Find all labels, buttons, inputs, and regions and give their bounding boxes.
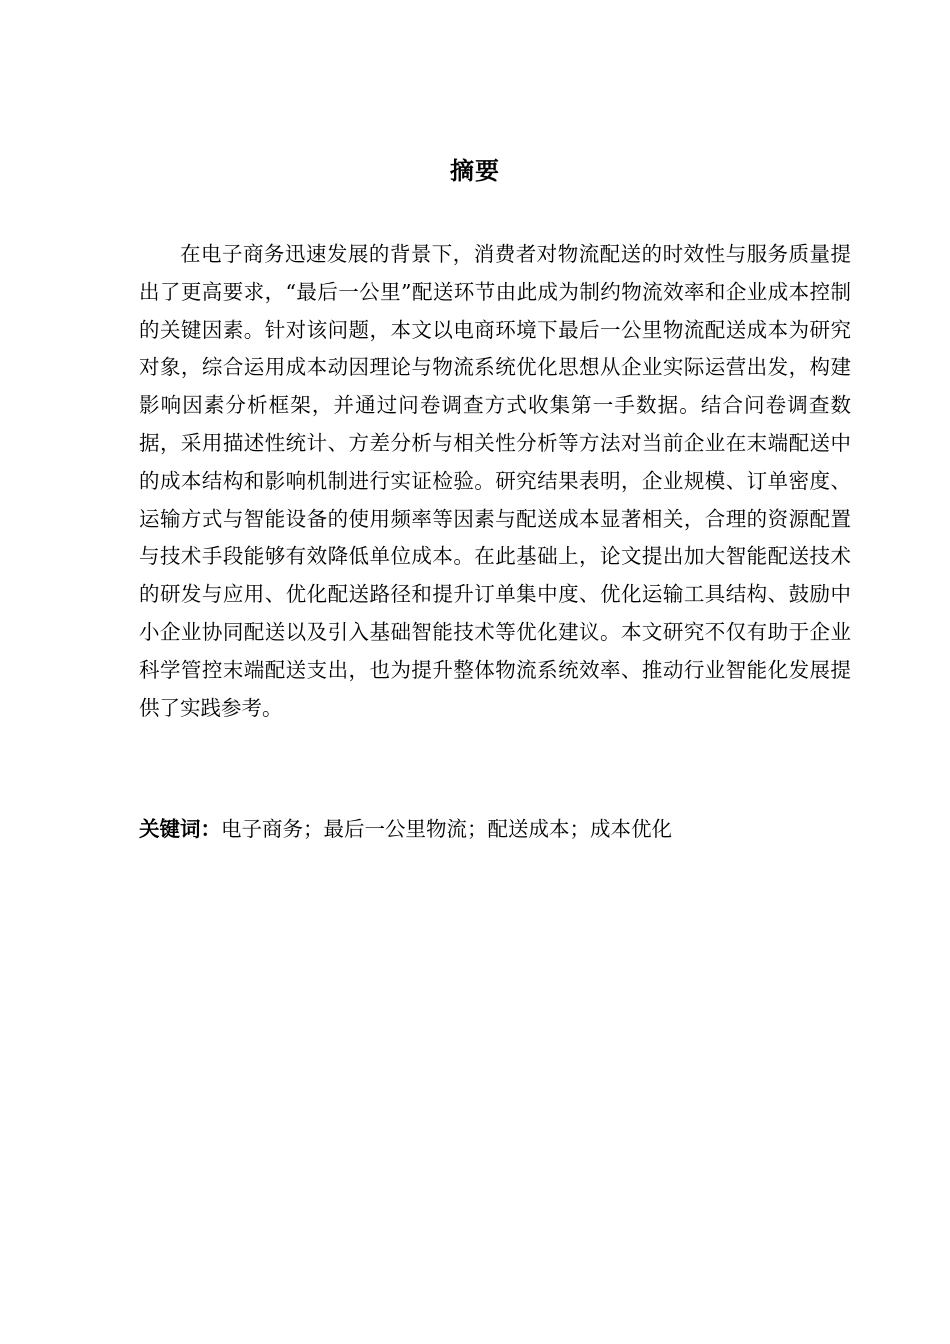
keywords-value: 电子商务；最后一公里物流；配送成本；成本优化	[221, 817, 672, 841]
keywords-line	[139, 811, 851, 847]
abstract-paragraph: 在电子商务迅速发展的背景下，消费者对物流配送的时效性与服务质量提出了更高要求，“最后一公里”配送环节由此成为制约物流效率和企业成本控制的关键因素。针对该问题，本文以电商环境下最后一公里物流配送成本为研究对象，综合运用成本动因理论与物流系统优化思想从企业实际运营出发，构建影响因素分析框架，并通过问卷调查方式收集第一手数据。结合问卷调查数据，采用描述性统计、方差分析与相关性分析等方法对当前企业在末端配送中的成本结构和影响机制进行实证检验。研究结果表明，企业规模、订单密度、运输方式与智能设备的使用频率等因素与配送成本显著相关，合理的资源配置与技术手段能够有效降低单位成本。在此基础上，论文提出加大智能配送技术的研发与应用、优化配送路径和提升订单集中度、优化运输工具结构、鼓励中小企业协同配送以及引入基础智能技术等优化建议。本文研究不仅有助于企业科学管控末端配送支出，也为提升整体物流系统效率、推动行业智能化发展提供了实践参考。	[139, 242, 851, 720]
keywords-label: 关键词：	[139, 817, 221, 841]
page-title: 摘要	[450, 157, 500, 185]
